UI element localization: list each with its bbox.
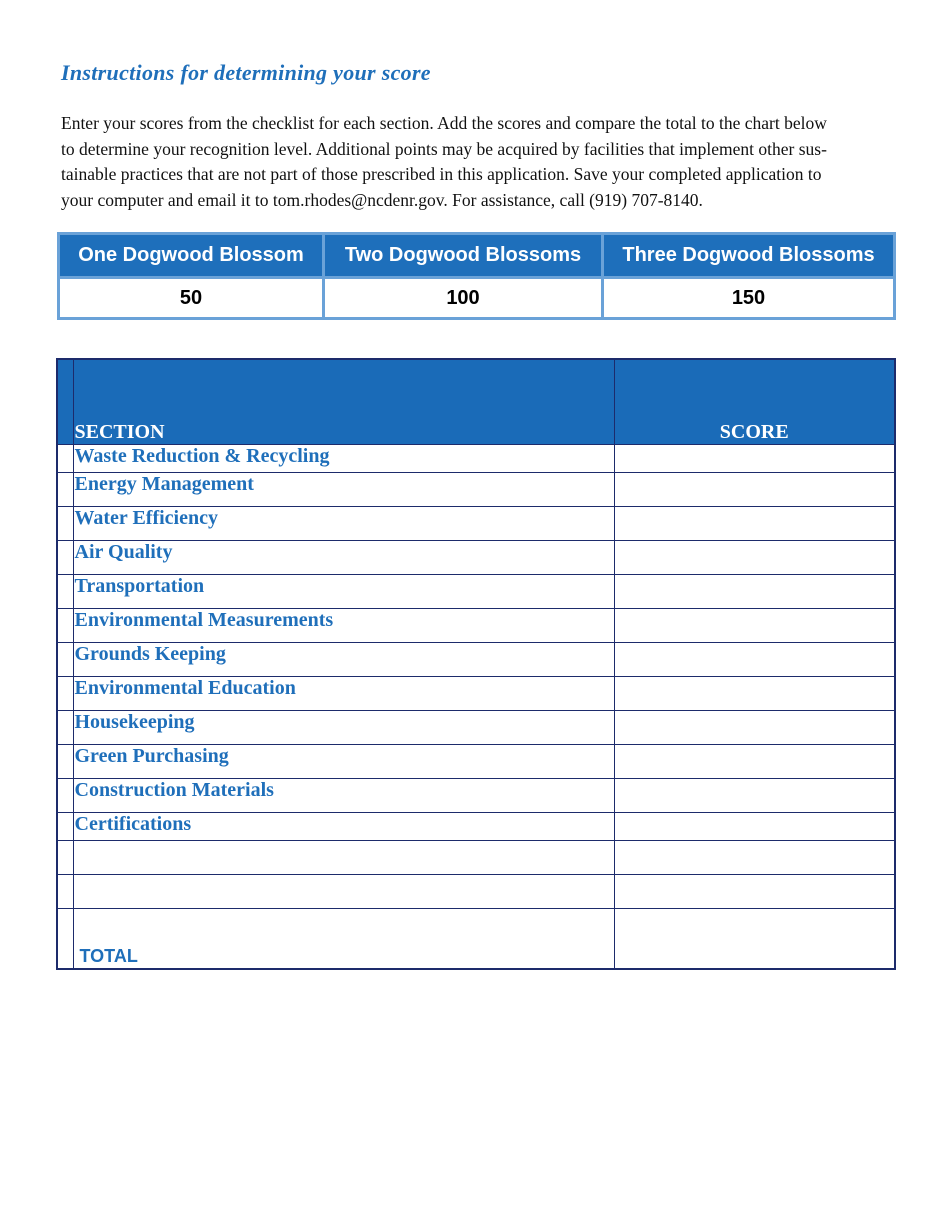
table-row bbox=[57, 541, 895, 575]
score-input-cell[interactable] bbox=[614, 745, 895, 779]
score-table bbox=[56, 358, 896, 970]
score-input-cell[interactable] bbox=[614, 609, 895, 643]
score-input-cell[interactable] bbox=[614, 575, 895, 609]
total-score-cell[interactable] bbox=[614, 909, 895, 970]
level-header-two: Two Dogwood Blossoms bbox=[324, 234, 603, 278]
score-input-cell[interactable] bbox=[614, 541, 895, 575]
score-input-cell[interactable] bbox=[614, 875, 895, 909]
table-row bbox=[57, 445, 895, 473]
score-input-cell[interactable] bbox=[614, 507, 895, 541]
score-input-cell[interactable] bbox=[614, 643, 895, 677]
recognition-header-row bbox=[59, 234, 895, 278]
table-row bbox=[57, 473, 895, 507]
level-points-three: 150 bbox=[603, 278, 895, 319]
table-row bbox=[57, 875, 895, 909]
section-label: Construction Materials bbox=[73, 779, 614, 813]
level-header-three: Three Dogwood Blossoms bbox=[603, 234, 895, 278]
level-points-two: 100 bbox=[324, 278, 603, 319]
section-label: Transportation bbox=[73, 575, 614, 609]
table-row bbox=[57, 677, 895, 711]
score-input-cell[interactable] bbox=[614, 779, 895, 813]
recognition-level-table bbox=[57, 232, 896, 320]
score-column-header: SCORE bbox=[614, 359, 895, 445]
header-spacer-cell bbox=[57, 359, 73, 445]
section-label: Environmental Measurements bbox=[73, 609, 614, 643]
section-label bbox=[73, 841, 614, 875]
score-input-cell[interactable] bbox=[614, 813, 895, 841]
section-label: Water Efficiency bbox=[73, 507, 614, 541]
score-input-cell[interactable] bbox=[614, 841, 895, 875]
score-input-cell[interactable] bbox=[614, 473, 895, 507]
table-row bbox=[57, 841, 895, 875]
recognition-points-row bbox=[59, 278, 895, 319]
section-label: Grounds Keeping bbox=[73, 643, 614, 677]
table-row bbox=[57, 813, 895, 841]
table-row bbox=[57, 609, 895, 643]
score-table-header-row bbox=[57, 359, 895, 445]
table-row bbox=[57, 507, 895, 541]
score-input-cell[interactable] bbox=[614, 711, 895, 745]
table-row bbox=[57, 643, 895, 677]
section-label: Green Purchasing bbox=[73, 745, 614, 779]
section-label bbox=[73, 875, 614, 909]
level-points-one: 50 bbox=[59, 278, 324, 319]
table-row bbox=[57, 745, 895, 779]
section-column-header: SECTION bbox=[73, 359, 614, 445]
table-row bbox=[57, 711, 895, 745]
instructions-line: Enter your scores from the checklist for each section. Add the scores and compare the total to the chart below bbox=[61, 113, 827, 133]
total-row bbox=[57, 909, 895, 970]
score-input-cell[interactable] bbox=[614, 677, 895, 711]
instructions-line: tainable practices that are not part of those prescribed in this application. Save your completed application to bbox=[61, 164, 822, 184]
total-label: TOTAL bbox=[73, 909, 614, 970]
instructions-line: your computer and email it to tom.rhodes@ncdenr.gov. For assistance, call (919) 707-8140. bbox=[61, 189, 703, 210]
table-row bbox=[57, 779, 895, 813]
instructions-text bbox=[61, 111, 891, 213]
section-label: Air Quality bbox=[73, 541, 614, 575]
section-label: Waste Reduction & Recycling bbox=[73, 445, 614, 473]
section-label: Energy Management bbox=[73, 473, 614, 507]
section-label: Housekeeping bbox=[73, 711, 614, 745]
instructions-line: to determine your recognition level. Additional points may be acquired by facilities that implement other sus- bbox=[61, 138, 827, 159]
page-heading: Instructions for determining your score bbox=[61, 60, 431, 85]
section-label: Environmental Education bbox=[73, 677, 614, 711]
level-header-one: One Dogwood Blossom bbox=[59, 234, 324, 278]
section-label: Certifications bbox=[73, 813, 614, 841]
score-input-cell[interactable] bbox=[614, 445, 895, 473]
table-row bbox=[57, 575, 895, 609]
